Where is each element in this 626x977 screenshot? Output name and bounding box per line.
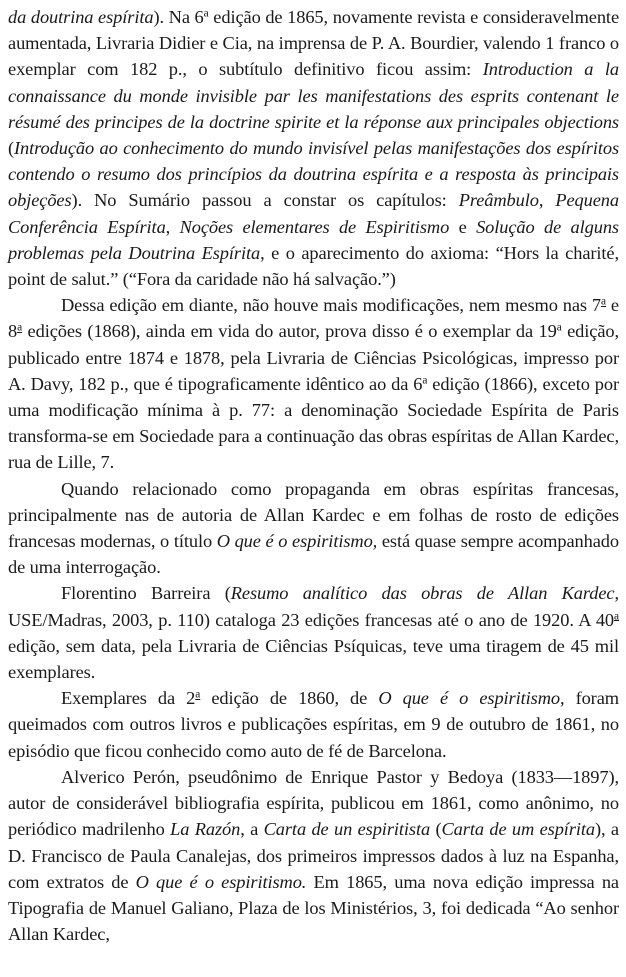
italic-text: Solução de alguns problemas pela Doutrina Espírita	[8, 216, 619, 263]
text-run: , USE/Madras, 2003, p. 110) cataloga 23 edições francesas até o ano de 1920. A 40	[8, 583, 619, 630]
text-run: edição de 1860, de	[200, 688, 379, 709]
paragraph	[8, 764, 619, 947]
italic-text: Pequena Conferência Espírita	[8, 190, 619, 237]
text-run: Florentino Barreira (	[61, 583, 231, 604]
italic-text: O que é o espiritismo.	[135, 871, 307, 892]
ordinal-superscript: a	[203, 7, 209, 20]
text-run: edição, publicado entre 1874 e 1878, pela Livraria de Ciências Psicológicas, impresso por A. Davy, 182 p., que é tipograficamente idêntico ao da 6	[8, 321, 619, 394]
text-run: , a	[240, 819, 264, 840]
ordinal-superscript: a	[601, 295, 606, 308]
text-run: ), a D. Francisco de Paula Canalejas, dos primeiros impressos dados à luz na Espanha, com extratos de	[8, 819, 619, 892]
ordinal-superscript: a	[614, 610, 619, 623]
text-run: (	[8, 138, 15, 159]
text-run: edição (1866), exceto por uma modificação mínima à p. 77: a denominação Sociedade Espírita de Paris transforma-se em Sociedade para a continuação das obras espíritas de Allan Kardec	[8, 373, 619, 447]
text-run: Quando relacionado como propaganda em obras espíritas francesas, principalmente nas de autoria de Allan Kardec e em folhas de rosto de edições francesas modernas, o título	[8, 478, 619, 552]
text-run: edição, sem data, pela Livraria de Ciências Psíquicas, teve uma tiragem de 45 mil exemplares.	[8, 635, 619, 683]
text-run: Dessa edição em diante, não houve mais modificações, nem mesmo nas 7	[61, 295, 602, 316]
italic-text: O que é o espiritismo,	[216, 531, 378, 552]
paragraph	[8, 4, 619, 292]
text-run: edições (1868), ainda em vida do autor, prova disso é o exemplar da 19	[22, 321, 557, 342]
text-run: e	[449, 216, 477, 237]
text-run: ). Na 6	[153, 7, 204, 27]
text-run: Alverico Perón, pseudônimo de Enrique Pastor y Bedoya (1833–​–1897), autor de considerável bibliografia espírita, publicou em 1861, como anônimo, no periódico madrilenho	[8, 766, 619, 840]
ordinal-superscript: a	[422, 374, 428, 387]
italic-text: Noções elementares de Espiritismo	[179, 216, 450, 237]
ordinal-superscript: a	[195, 689, 201, 702]
italic-text: ,	[614, 426, 619, 447]
ordinal-superscript: a	[556, 322, 562, 335]
text-run: rua de Lille, 7.	[8, 452, 115, 473]
italic-text: Carta de um espírita	[441, 819, 595, 840]
italic-text: Introduction a la connaissance du monde invisible par les manifestations des esprits contenant le résumé des principes de la doctrine spirite et la réponse aux principales objections	[8, 59, 619, 132]
text-run: Exemplares da 2	[61, 688, 196, 709]
ordinal-superscript: a	[17, 322, 23, 335]
text-run: ,	[165, 216, 180, 237]
italic-text: La Razón	[170, 819, 241, 840]
text-run: , foram queimados com outros livros e publicações espíritas, em 9 de outubro de 1861, no episódio que ficou conhecido como auto de fé de Barcelona.	[8, 688, 619, 761]
italic-text: Carta de un espiritista	[263, 819, 431, 840]
paragraph	[8, 685, 619, 764]
text-run: Em 1865, uma nova edição impressa na Tipografia de Manuel Galiano, Plaza de los Ministérios, 3, foi dedicada “Ao senhor Allan Kardec,	[8, 871, 619, 945]
text-run: (	[430, 819, 442, 840]
paragraph	[8, 580, 619, 685]
text-run: edição de 1865, novamente revista e consideravelmente aumentada, Livraria Didier e Cia, na imprensa de P. A. Bourdier, valendo 1 franco o exemplar com 182 p., o subtítulo definitivo ficou assim:	[8, 7, 620, 80]
paragraph	[8, 476, 619, 581]
text-run: ). No Sumário passou a constar os capítulos:	[71, 190, 459, 211]
italic-text: Introdução ao conhecimento do mundo invisível pelas manifestações dos espíritos contendo o resumo dos princípios da doutrina espírita e a resposta às principais objeções	[8, 138, 619, 211]
text-run: está quase sempre acompanhado de uma interrogação.	[8, 531, 619, 578]
paragraph	[8, 292, 619, 475]
italic-text: Preâmbulo	[458, 190, 539, 211]
text-run: e 8	[8, 295, 619, 342]
italic-text: Resumo analítico das obras de Allan Kardec	[230, 583, 615, 604]
text-run: , e o aparecimento do axioma: “Hors la charité, point de salut.” (“Fora da caridade não há salvação.”)	[8, 242, 619, 290]
italic-text: O que é o espiritismo	[378, 688, 560, 709]
italic-text: da doutrina espírita	[8, 7, 154, 27]
text-run: ,	[538, 190, 556, 211]
